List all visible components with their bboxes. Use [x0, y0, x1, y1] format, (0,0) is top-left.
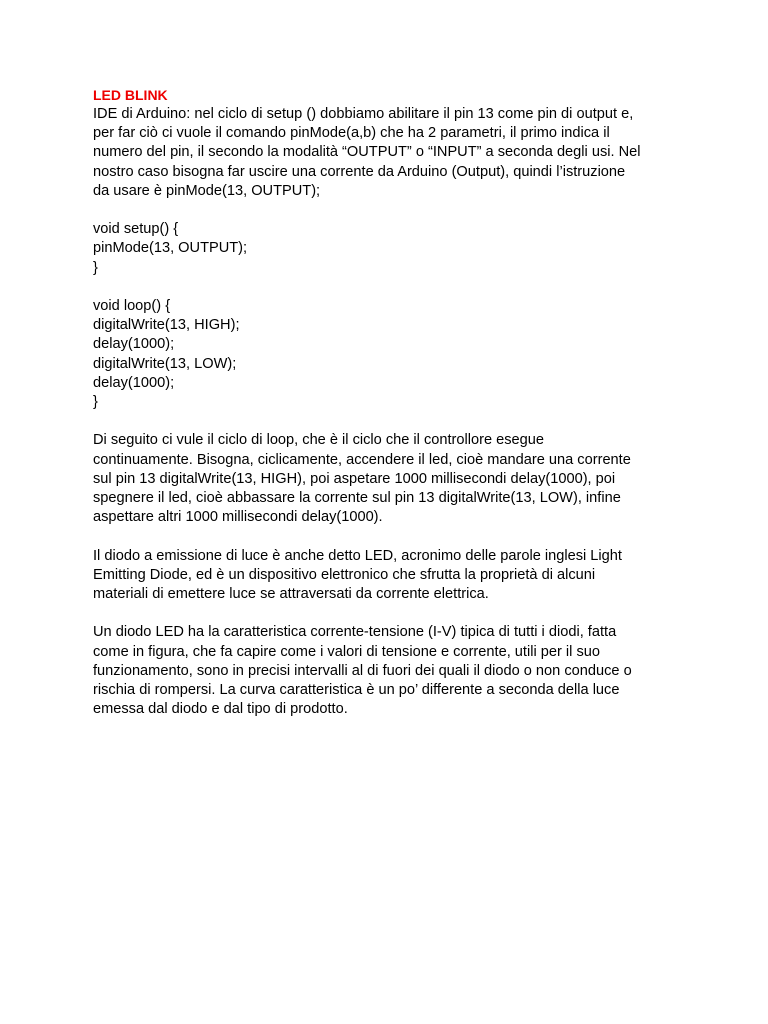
- setup-code-block: [93, 220, 703, 278]
- text-line: emessa dal diodo e dal tipo di prodotto.: [93, 701, 348, 718]
- intro-line: nostro caso bisogna far uscire una corrente da Arduino (Output), quindi l’istruzione: [93, 163, 626, 180]
- intro-line: da usare è pinMode(13, OUTPUT);: [93, 182, 321, 199]
- code-line: }: [93, 259, 98, 276]
- text-line: Emitting Diode, ed è un dispositivo elettronico che sfrutta la proprietà di alcuni: [93, 566, 596, 583]
- intro-line: IDE di Arduino: nel ciclo di setup () dobbiamo abilitare il pin 13 come pin di output e,: [93, 106, 634, 122]
- iv-characteristic-paragraph: [93, 623, 703, 719]
- text-line: Un diodo LED ha la caratteristica corrente-tensione (I-V) tipica di tutti i diodi, fatta: [93, 624, 617, 641]
- text-line: materiali di emettere luce se attraversati da corrente elettrica.: [93, 586, 489, 603]
- document-title: LED BLINK: [93, 87, 168, 103]
- text-line: Di seguito ci vule il ciclo di loop, che è il ciclo che il controllore esegue: [93, 432, 545, 449]
- text-line: come in figura, che fa capire come i valori di tensione e corrente, utili per il suo: [93, 643, 600, 660]
- code-line: delay(1000);: [93, 336, 175, 353]
- paragraph-gap: [93, 201, 703, 220]
- code-line: void loop() {: [93, 298, 171, 314]
- loop-code-block: [93, 297, 703, 412]
- text-line: spegnere il led, cioè abbassare la corrente sul pin 13 digitalWrite(13, LOW), infine: [93, 490, 621, 507]
- text-line: sul pin 13 digitalWrite(13, HIGH), poi aspetare 1000 millisecondi delay(1000), poi: [93, 470, 616, 487]
- paragraph-gap: [93, 604, 703, 623]
- text-line: rischia di rompersi. La curva caratteristica è un po’ differente a seconda della luce: [93, 682, 620, 699]
- code-line: }: [93, 394, 98, 411]
- loop-explanation-paragraph: [93, 431, 703, 527]
- paragraph-gap: [93, 527, 703, 546]
- document-page: [93, 86, 703, 719]
- paragraph-gap: [93, 412, 703, 431]
- intro-paragraph: [93, 105, 703, 201]
- diode-paragraph: [93, 547, 703, 605]
- text-line: Il diodo a emissione di luce è anche detto LED, acronimo delle parole inglesi Light: [93, 547, 622, 564]
- text-line: aspettare altri 1000 millisecondi delay(1000).: [93, 509, 383, 526]
- intro-line: numero del pin, il secondo la modalità “OUTPUT” o “INPUT” a seconda degli usi. Nel: [93, 144, 641, 161]
- code-line: void setup() {: [93, 221, 179, 238]
- text-line: continuamente. Bisogna, ciclicamente, accendere il led, cioè mandare una corrente: [93, 451, 631, 468]
- code-line: digitalWrite(13, HIGH);: [93, 317, 240, 334]
- paragraph-gap: [93, 278, 703, 297]
- code-line: digitalWrite(13, LOW);: [93, 355, 237, 372]
- code-line: pinMode(13, OUTPUT);: [93, 240, 248, 257]
- code-line: delay(1000);: [93, 374, 175, 391]
- intro-line: per far ciò ci vuole il comando pinMode(a,b) che ha 2 parametri, il primo indica il: [93, 125, 610, 142]
- text-line: funzionamento, sono in precisi intervalli al di fuori dei quali il diodo o non conduce o: [93, 662, 632, 679]
